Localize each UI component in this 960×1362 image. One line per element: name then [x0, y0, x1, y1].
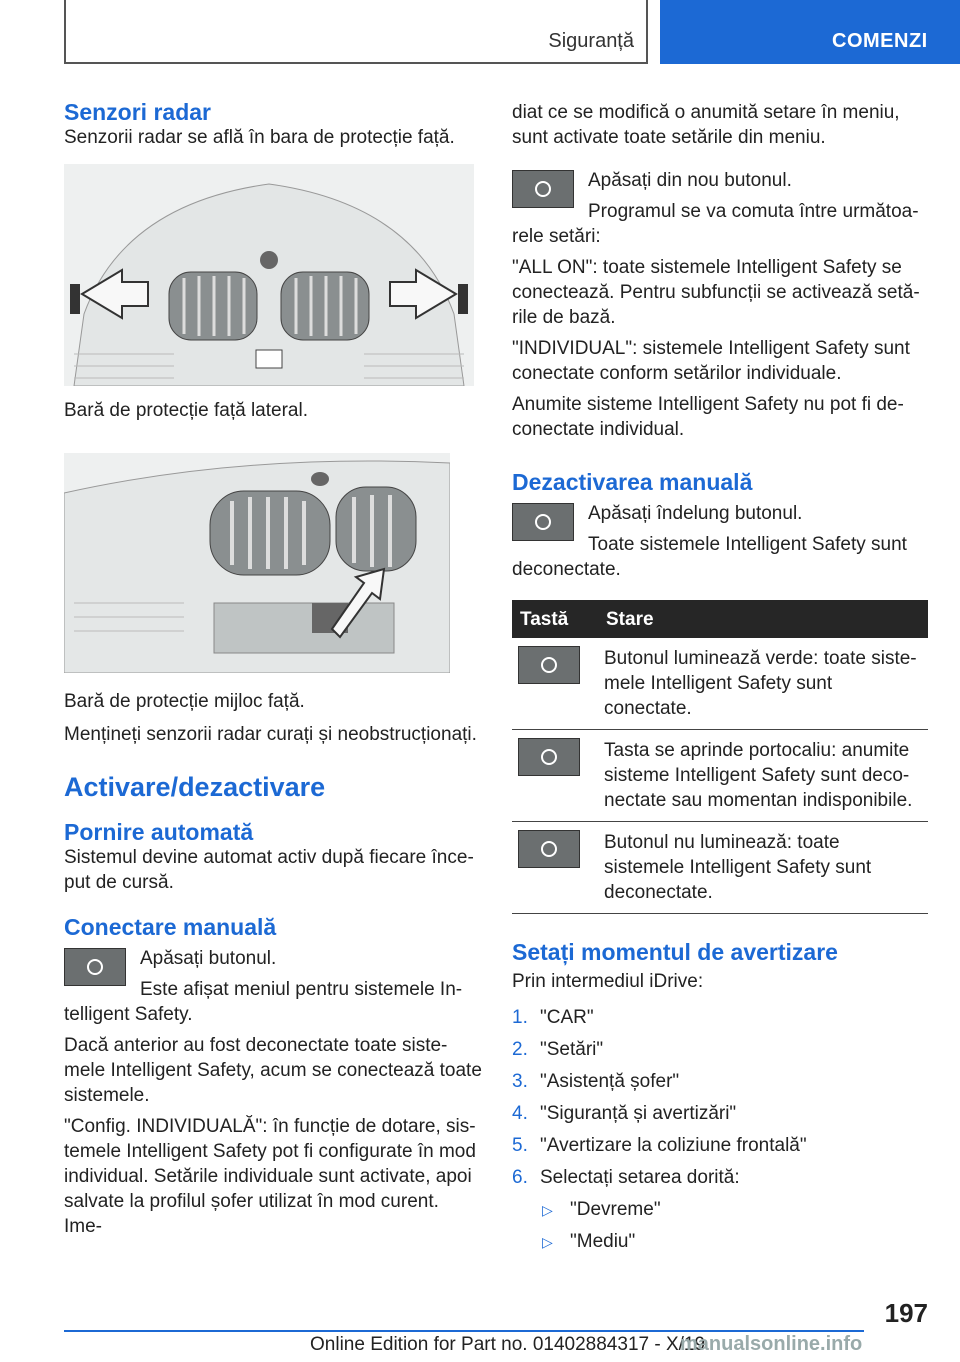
list-item	[512, 1066, 928, 1098]
heading-conectare: Conectare manuală	[64, 914, 277, 940]
table-cell-icon	[512, 638, 598, 730]
safety-button-icon	[512, 170, 574, 208]
list-text: "Siguranță și avertizări"	[540, 1103, 737, 1124]
safety-button-icon	[64, 948, 126, 986]
paragraph-config: "Config. INDIVIDUALĂ": în funcție de dotare, sis-temele Intelligent Safety pot fi configurate în mod individual. Setările individuale sunt activate, apoi salvate la profilul șofer utilizat în mod curent. Ime-	[64, 1116, 476, 1237]
triangle-bullet-icon: ▷	[542, 1234, 553, 1250]
list-text: "Avertizare la coliziune frontală"	[540, 1135, 807, 1156]
apasati-nou-block	[512, 168, 928, 249]
paragraph-continuare: diat ce se modifică o anumită setare în meniu, sunt activate toate setările din meniu.	[512, 102, 900, 148]
list-number: 6.	[512, 1167, 528, 1188]
header-tab-comenzi[interactable]	[660, 0, 960, 64]
safety-button-icon	[512, 503, 574, 541]
paragraph-indelung: Apăsați îndelung butonul.	[588, 503, 803, 524]
paragraph-individual: "INDIVIDUAL": sistemele Intelligent Safety sunt conectate conform setărilor individuale.	[512, 338, 910, 384]
heading-dezactivarea: Dezactivarea manuală	[512, 469, 753, 495]
sub-list-item	[512, 1194, 928, 1226]
paragraph-afisat: Este afișat meniul pentru sistemele In-telligent Safety.	[64, 979, 463, 1025]
paragraph-mentineti: Mențineți senzorii radar curați și neobstrucționați.	[64, 724, 477, 745]
sub-list-item	[512, 1226, 928, 1258]
table-cell-icon	[512, 822, 598, 914]
header-section-box	[64, 0, 648, 64]
footer-divider	[64, 1330, 864, 1332]
list-text: Selectați setarea dorită:	[540, 1167, 740, 1188]
table-row	[512, 822, 928, 914]
paragraph-allon: "ALL ON": toate sistemele Intelligent Safety se conectează. Pentru subfuncții se activează setă-rile de bază.	[512, 257, 920, 328]
heading-pornire: Pornire automată	[64, 819, 254, 845]
table-cell-status: Tasta se aprinde portocaliu: anumite sisteme Intelligent Safety sunt deco-nectate sau momentan indisponibile.	[598, 730, 928, 822]
list-number: 5.	[512, 1135, 528, 1156]
triangle-bullet-icon: ▷	[542, 1202, 553, 1218]
list-item	[512, 1130, 928, 1162]
table-header-stare: Stare	[598, 600, 928, 638]
safety-button-icon	[518, 646, 580, 684]
dezactivare-block	[512, 501, 928, 582]
table-cell-icon	[512, 730, 598, 822]
header-tab-label: COMENZI	[832, 30, 928, 52]
footer-edition: Online Edition for Part no. 01402884317 - X/19	[310, 1334, 706, 1355]
sub-list-text: "Mediu"	[570, 1231, 636, 1252]
status-table	[512, 600, 928, 914]
list-number: 1.	[512, 1007, 528, 1028]
paragraph-toate: Toate sistemele Intelligent Safety sunt deconectate.	[512, 534, 907, 580]
list-number: 3.	[512, 1071, 528, 1092]
safety-button-icon	[518, 738, 580, 776]
list-text: "Setări"	[540, 1039, 604, 1060]
left-column	[64, 100, 482, 1239]
conectare-block	[64, 946, 482, 1027]
list-number: 2.	[512, 1039, 528, 1060]
list-item	[512, 1098, 928, 1130]
footer-watermark: manualsonline.info	[680, 1333, 863, 1355]
table-cell-status: Butonul luminează verde: toate siste-mele Intelligent Safety sunt conectate.	[598, 638, 928, 730]
paragraph-programul: Programul se va comuta între următoa-rele setări:	[512, 201, 919, 247]
heading-activare: Activare/dezactivare	[64, 772, 326, 802]
header-section-title: Siguranță	[548, 30, 634, 52]
paragraph-pornire: Sistemul devine automat activ după fiecare înce-put de cursă.	[64, 847, 474, 893]
sub-list-text: "Devreme"	[570, 1199, 661, 1220]
list-text: "CAR"	[540, 1007, 594, 1028]
list-item	[512, 1162, 928, 1194]
list-item	[512, 1002, 928, 1034]
figure-bumper-middle	[64, 453, 450, 673]
paragraph-apasati: Apăsați butonul.	[140, 948, 277, 969]
heading-setati: Setați momentul de avertizare	[512, 939, 838, 965]
table-row	[512, 730, 928, 822]
table-header-tasta: Tastă	[512, 600, 598, 638]
car-front-middle-illustration	[64, 453, 450, 673]
table-cell-status: Butonul nu luminează: toate sistemele Intelligent Safety sunt deconectate.	[598, 822, 928, 914]
list-text: "Asistență șofer"	[540, 1071, 680, 1092]
table-row	[512, 638, 928, 730]
heading-senzori-radar: Senzori radar	[64, 99, 211, 125]
table-header-row	[512, 600, 928, 638]
list-number: 4.	[512, 1103, 528, 1124]
caption-bumper-middle: Bară de protecție mijloc față.	[64, 691, 305, 712]
paragraph-senzori: Senzorii radar se află în bara de protecție față.	[64, 127, 455, 148]
paragraph-apasati-nou: Apăsați din nou butonul.	[588, 170, 792, 191]
page-number: 197	[884, 1298, 928, 1328]
list-item	[512, 1034, 928, 1066]
caption-bumper-side: Bară de protecție față lateral.	[64, 400, 308, 421]
car-front-side-illustration	[64, 164, 474, 386]
steps-list	[512, 1002, 928, 1258]
safety-button-icon	[518, 830, 580, 868]
figure-bumper-side	[64, 164, 474, 386]
paragraph-anumite: Anumite sisteme Intelligent Safety nu pot fi de-conectate individual.	[512, 394, 904, 440]
right-column	[512, 100, 928, 1258]
paragraph-daca: Dacă anterior au fost deconectate toate siste-mele Intelligent Safety, acum se conectează toate sistemele.	[64, 1035, 482, 1106]
paragraph-prin: Prin intermediul iDrive:	[512, 971, 704, 992]
